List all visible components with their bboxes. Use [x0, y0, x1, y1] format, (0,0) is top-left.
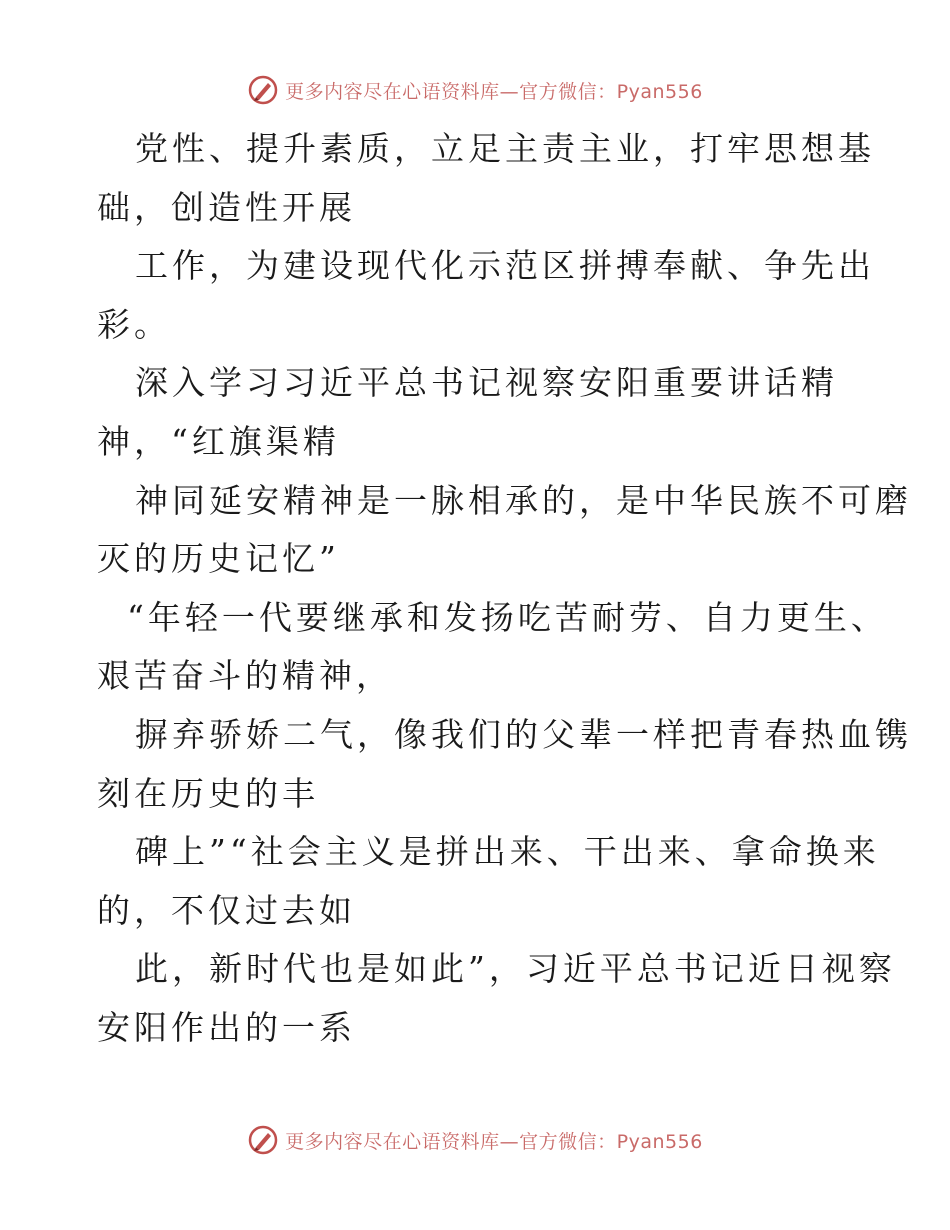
body-line: 碑上”“社会主义是拼出来、干出来、拿命换来 [135, 832, 880, 872]
body-line: 安阳作出的一系 [97, 1007, 356, 1047]
body-line: “年轻一代要继承和发扬吃苦耐劳、自力更生、 [127, 597, 888, 637]
body-line: 彩。 [97, 304, 171, 344]
body-line: 刻在历史的丰 [97, 773, 319, 813]
body-line: 的，不仅过去如 [97, 890, 356, 930]
watermark-text: 更多内容尽在心语资料库—官方微信：Pyan556 [285, 1130, 703, 1153]
body-line: 神同延安精神是一脉相承的，是中华民族不可磨 [135, 480, 912, 520]
body-line: 神，“红旗渠精 [97, 421, 340, 461]
header-watermark [0, 70, 950, 110]
body-line: 此，新时代也是如此”，习近平总书记近日视察 [135, 949, 896, 989]
pen-logo-icon [247, 74, 279, 106]
document-body [97, 120, 912, 1058]
body-line: 党性、提升素质，立足主责主业，打牢思想基 [135, 129, 875, 168]
pen-logo-icon [247, 1124, 279, 1156]
body-line: 工作，为建设现代化示范区拼搏奉献、争先出 [135, 246, 875, 286]
watermark-text: 更多内容尽在心语资料库—官方微信：Pyan556 [285, 80, 703, 103]
body-line: 灭的历史记忆” [97, 539, 340, 579]
body-line: 础，创造性开展 [97, 187, 356, 227]
body-line: 深入学习习近平总书记视察安阳重要讲话精 [135, 363, 838, 403]
body-line: 摒弃骄娇二气，像我们的父辈一样把青春热血镌 [135, 714, 912, 754]
body-line: 艰苦奋斗的精神， [97, 656, 393, 696]
footer-watermark [0, 1120, 950, 1160]
